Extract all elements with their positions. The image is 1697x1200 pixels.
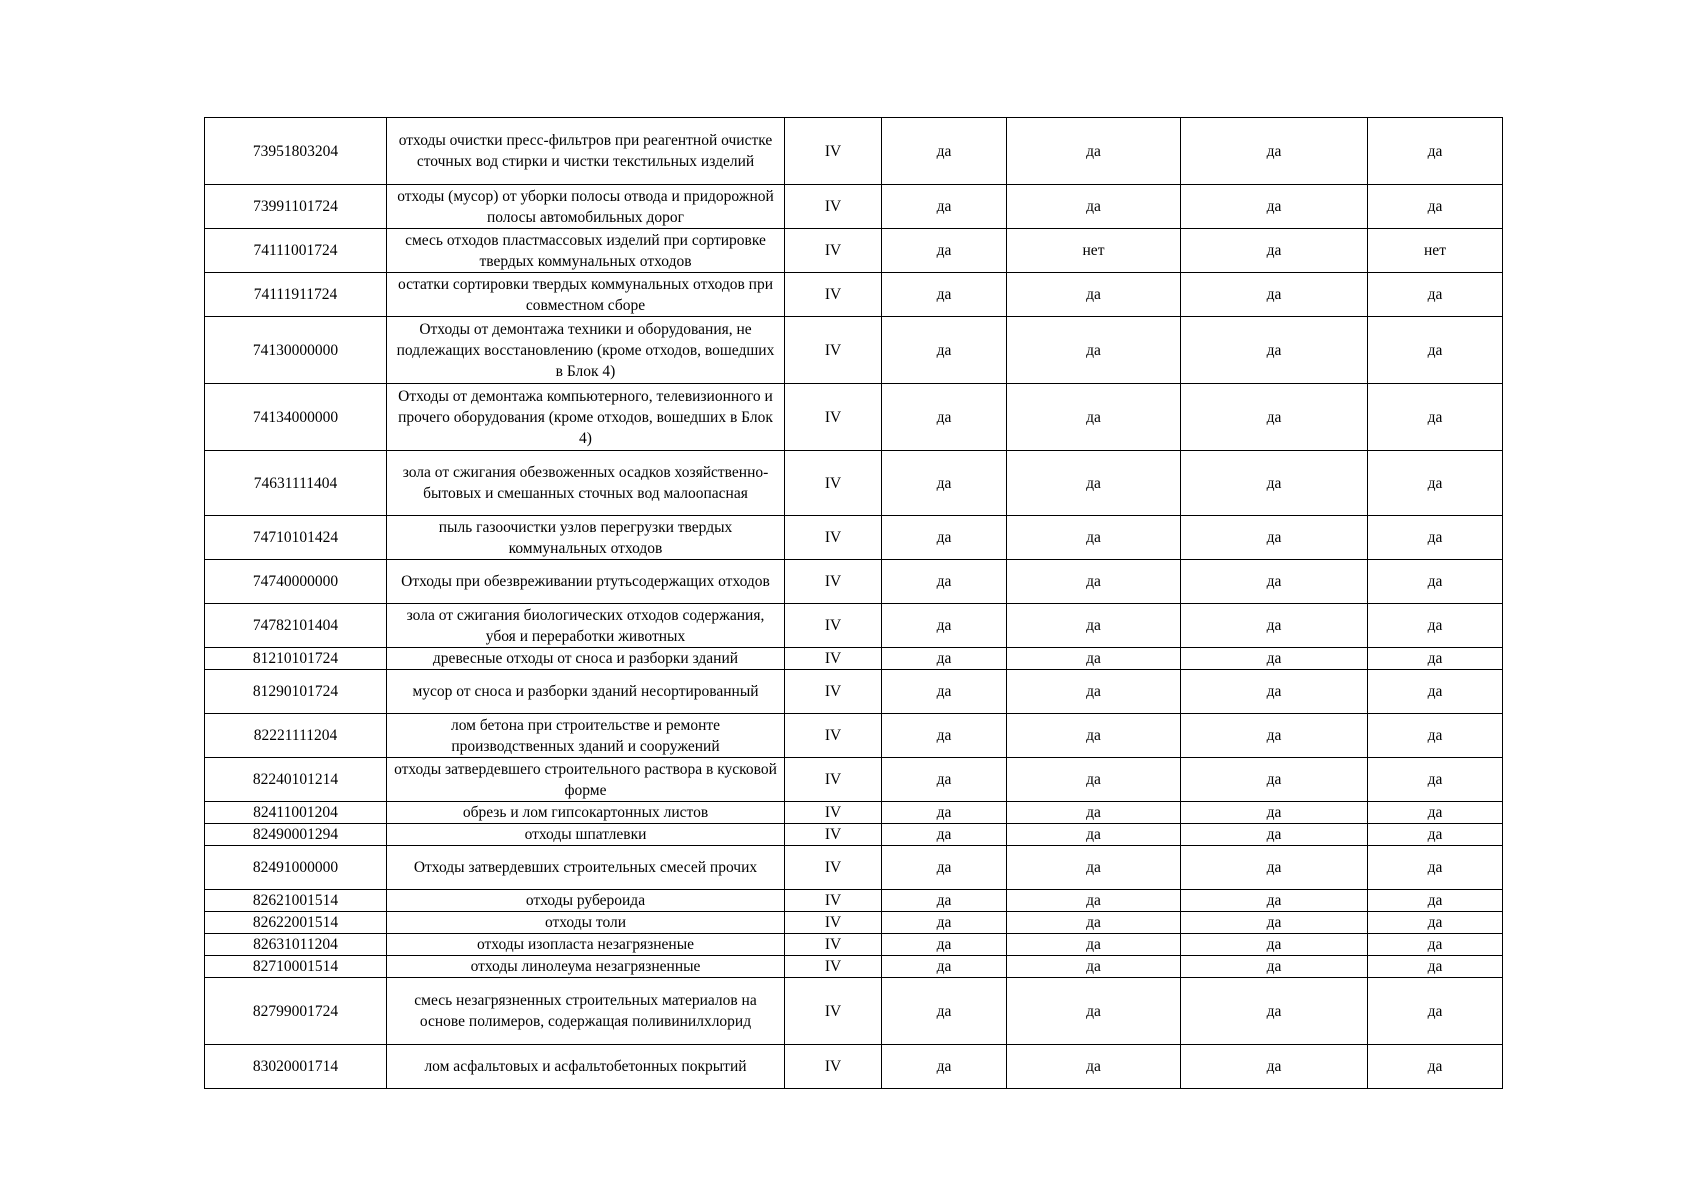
hazard-class-cell: IV [785, 118, 882, 185]
flag-cell-4: да [1368, 934, 1503, 956]
table-row [205, 560, 1503, 604]
flag-cell-2: да [1007, 912, 1181, 934]
flag-cell-4: да [1368, 516, 1503, 560]
waste-name-cell: отходы толи [387, 912, 785, 934]
waste-code-cell: 82240101214 [205, 758, 387, 802]
hazard-class-cell: IV [785, 317, 882, 384]
table-row [205, 846, 1503, 890]
flag-cell-2: да [1007, 384, 1181, 451]
hazard-class-cell: IV [785, 185, 882, 229]
waste-code-cell: 83020001714 [205, 1045, 387, 1089]
flag-cell-3: да [1181, 604, 1368, 648]
flag-cell-3: да [1181, 934, 1368, 956]
hazard-class-cell: IV [785, 824, 882, 846]
waste-code-cell: 82710001514 [205, 956, 387, 978]
flag-cell-4: да [1368, 978, 1503, 1045]
flag-cell-4: да [1368, 956, 1503, 978]
waste-name-cell: древесные отходы от сноса и разборки зданий [387, 648, 785, 670]
waste-name-cell: пыль газоочистки узлов перегрузки твердых коммунальных отходов [387, 516, 785, 560]
waste-code-cell: 82799001724 [205, 978, 387, 1045]
flag-cell-4: да [1368, 384, 1503, 451]
hazard-class-cell: IV [785, 758, 882, 802]
flag-cell-1: да [882, 802, 1007, 824]
table-row [205, 516, 1503, 560]
hazard-class-cell: IV [785, 273, 882, 317]
waste-name-cell: остатки сортировки твердых коммунальных отходов при совместном сборе [387, 273, 785, 317]
flag-cell-4: да [1368, 273, 1503, 317]
waste-name-cell: Отходы при обезвреживании ртутьсодержащих отходов [387, 560, 785, 604]
waste-code-cell: 74782101404 [205, 604, 387, 648]
flag-cell-1: да [882, 229, 1007, 273]
flag-cell-2: да [1007, 185, 1181, 229]
flag-cell-2: да [1007, 978, 1181, 1045]
flag-cell-1: да [882, 560, 1007, 604]
flag-cell-2: да [1007, 802, 1181, 824]
hazard-class-cell: IV [785, 604, 882, 648]
table-row [205, 956, 1503, 978]
flag-cell-2: да [1007, 560, 1181, 604]
flag-cell-1: да [882, 846, 1007, 890]
hazard-class-cell: IV [785, 890, 882, 912]
table-row [205, 273, 1503, 317]
hazard-class-cell: IV [785, 648, 882, 670]
waste-code-cell: 82621001514 [205, 890, 387, 912]
flag-cell-3: да [1181, 846, 1368, 890]
table-row [205, 670, 1503, 714]
flag-cell-4: да [1368, 890, 1503, 912]
waste-name-cell: смесь незагрязненных строительных материалов на основе полимеров, содержащая поливинилхлорид [387, 978, 785, 1045]
hazard-class-cell: IV [785, 229, 882, 273]
waste-code-cell: 82631011204 [205, 934, 387, 956]
waste-name-cell: лом асфальтовых и асфальтобетонных покрытий [387, 1045, 785, 1089]
waste-name-cell: лом бетона при строительстве и ремонте производственных зданий и сооружений [387, 714, 785, 758]
flag-cell-2: да [1007, 516, 1181, 560]
flag-cell-2: да [1007, 846, 1181, 890]
flag-cell-1: да [882, 714, 1007, 758]
flag-cell-3: да [1181, 824, 1368, 846]
waste-code-cell: 82411001204 [205, 802, 387, 824]
flag-cell-2: да [1007, 956, 1181, 978]
flag-cell-2: нет [1007, 229, 1181, 273]
hazard-class-cell: IV [785, 714, 882, 758]
flag-cell-3: да [1181, 648, 1368, 670]
flag-cell-3: да [1181, 670, 1368, 714]
hazard-class-cell: IV [785, 560, 882, 604]
table-row [205, 758, 1503, 802]
waste-name-cell: отходы линолеума незагрязненные [387, 956, 785, 978]
waste-code-cell: 81210101724 [205, 648, 387, 670]
table-row [205, 824, 1503, 846]
flag-cell-4: да [1368, 451, 1503, 516]
flag-cell-4: да [1368, 648, 1503, 670]
waste-code-cell: 73991101724 [205, 185, 387, 229]
flag-cell-3: да [1181, 956, 1368, 978]
waste-name-cell: смесь отходов пластмассовых изделий при сортировке твердых коммунальных отходов [387, 229, 785, 273]
waste-name-cell: отходы шпатлевки [387, 824, 785, 846]
flag-cell-3: да [1181, 185, 1368, 229]
flag-cell-1: да [882, 670, 1007, 714]
waste-code-cell: 74710101424 [205, 516, 387, 560]
flag-cell-4: да [1368, 604, 1503, 648]
flag-cell-1: да [882, 317, 1007, 384]
hazard-class-cell: IV [785, 451, 882, 516]
flag-cell-3: да [1181, 317, 1368, 384]
table-row [205, 185, 1503, 229]
waste-name-cell: Отходы от демонтажа компьютерного, телевизионного и прочего оборудования (кроме отходов, вошедших в Блок 4) [387, 384, 785, 451]
flag-cell-2: да [1007, 714, 1181, 758]
waste-name-cell: отходы (мусор) от уборки полосы отвода и придорожной полосы автомобильных дорог [387, 185, 785, 229]
hazard-class-cell: IV [785, 956, 882, 978]
table-row [205, 890, 1503, 912]
flag-cell-1: да [882, 118, 1007, 185]
flag-cell-3: да [1181, 384, 1368, 451]
waste-code-cell: 74740000000 [205, 560, 387, 604]
flag-cell-1: да [882, 185, 1007, 229]
flag-cell-1: да [882, 824, 1007, 846]
flag-cell-4: да [1368, 758, 1503, 802]
flag-cell-4: да [1368, 1045, 1503, 1089]
waste-code-cell: 82622001514 [205, 912, 387, 934]
waste-code-cell: 82491000000 [205, 846, 387, 890]
flag-cell-3: да [1181, 890, 1368, 912]
flag-cell-2: да [1007, 648, 1181, 670]
waste-name-cell: Отходы от демонтажа техники и оборудования, не подлежащих восстановлению (кроме отходов, вошедших в Блок 4) [387, 317, 785, 384]
flag-cell-4: да [1368, 846, 1503, 890]
flag-cell-3: да [1181, 714, 1368, 758]
waste-code-cell: 74134000000 [205, 384, 387, 451]
table-row [205, 714, 1503, 758]
flag-cell-1: да [882, 890, 1007, 912]
flag-cell-1: да [882, 934, 1007, 956]
waste-name-cell: отходы затвердевшего строительного раствора в кусковой форме [387, 758, 785, 802]
flag-cell-1: да [882, 1045, 1007, 1089]
waste-name-cell: отходы изопласта незагрязненые [387, 934, 785, 956]
flag-cell-3: да [1181, 516, 1368, 560]
flag-cell-4: да [1368, 802, 1503, 824]
flag-cell-1: да [882, 604, 1007, 648]
flag-cell-1: да [882, 758, 1007, 802]
flag-cell-4: да [1368, 118, 1503, 185]
table-body [205, 118, 1503, 1089]
flag-cell-1: да [882, 384, 1007, 451]
table-row [205, 1045, 1503, 1089]
flag-cell-2: да [1007, 670, 1181, 714]
table-row [205, 648, 1503, 670]
flag-cell-2: да [1007, 604, 1181, 648]
flag-cell-3: да [1181, 758, 1368, 802]
table-row [205, 118, 1503, 185]
flag-cell-4: да [1368, 714, 1503, 758]
flag-cell-3: да [1181, 118, 1368, 185]
waste-name-cell: мусор от сноса и разборки зданий несортированный [387, 670, 785, 714]
flag-cell-3: да [1181, 560, 1368, 604]
flag-cell-3: да [1181, 978, 1368, 1045]
flag-cell-4: нет [1368, 229, 1503, 273]
flag-cell-2: да [1007, 118, 1181, 185]
flag-cell-4: да [1368, 824, 1503, 846]
flag-cell-1: да [882, 273, 1007, 317]
flag-cell-1: да [882, 451, 1007, 516]
flag-cell-2: да [1007, 824, 1181, 846]
table-row [205, 978, 1503, 1045]
flag-cell-1: да [882, 516, 1007, 560]
table-row [205, 912, 1503, 934]
table-row [205, 317, 1503, 384]
flag-cell-2: да [1007, 934, 1181, 956]
waste-code-cell: 74111001724 [205, 229, 387, 273]
flag-cell-3: да [1181, 229, 1368, 273]
flag-cell-3: да [1181, 273, 1368, 317]
table-row [205, 934, 1503, 956]
flag-cell-1: да [882, 956, 1007, 978]
flag-cell-4: да [1368, 560, 1503, 604]
hazard-class-cell: IV [785, 670, 882, 714]
waste-code-cell: 74631111404 [205, 451, 387, 516]
hazard-class-cell: IV [785, 912, 882, 934]
flag-cell-4: да [1368, 185, 1503, 229]
flag-cell-2: да [1007, 451, 1181, 516]
hazard-class-cell: IV [785, 384, 882, 451]
table-row [205, 384, 1503, 451]
flag-cell-2: да [1007, 317, 1181, 384]
flag-cell-4: да [1368, 670, 1503, 714]
waste-code-cell: 82221111204 [205, 714, 387, 758]
waste-name-cell: Отходы затвердевших строительных смесей прочих [387, 846, 785, 890]
hazard-class-cell: IV [785, 516, 882, 560]
waste-name-cell: обрезь и лом гипсокартонных листов [387, 802, 785, 824]
waste-code-cell: 73951803204 [205, 118, 387, 185]
flag-cell-2: да [1007, 273, 1181, 317]
flag-cell-2: да [1007, 758, 1181, 802]
hazard-class-cell: IV [785, 802, 882, 824]
waste-name-cell: зола от сжигания биологических отходов содержания, убоя и переработки животных [387, 604, 785, 648]
flag-cell-3: да [1181, 912, 1368, 934]
hazard-class-cell: IV [785, 978, 882, 1045]
flag-cell-3: да [1181, 451, 1368, 516]
waste-code-cell: 74111911724 [205, 273, 387, 317]
table-row [205, 451, 1503, 516]
waste-code-cell: 74130000000 [205, 317, 387, 384]
flag-cell-2: да [1007, 890, 1181, 912]
waste-code-cell: 81290101724 [205, 670, 387, 714]
flag-cell-3: да [1181, 1045, 1368, 1089]
waste-name-cell: отходы рубероида [387, 890, 785, 912]
waste-name-cell: зола от сжигания обезвоженных осадков хозяйственно-бытовых и смешанных сточных вод малоопасная [387, 451, 785, 516]
table-row [205, 802, 1503, 824]
table-row [205, 604, 1503, 648]
flag-cell-3: да [1181, 802, 1368, 824]
hazard-class-cell: IV [785, 846, 882, 890]
flag-cell-4: да [1368, 317, 1503, 384]
hazard-class-cell: IV [785, 1045, 882, 1089]
flag-cell-1: да [882, 912, 1007, 934]
table-row [205, 229, 1503, 273]
flag-cell-1: да [882, 978, 1007, 1045]
flag-cell-4: да [1368, 912, 1503, 934]
waste-code-cell: 82490001294 [205, 824, 387, 846]
waste-table [204, 117, 1503, 1089]
hazard-class-cell: IV [785, 934, 882, 956]
waste-name-cell: отходы очистки пресс-фильтров при реагентной очистке сточных вод стирки и чистки текстильных изделий [387, 118, 785, 185]
flag-cell-2: да [1007, 1045, 1181, 1089]
flag-cell-1: да [882, 648, 1007, 670]
